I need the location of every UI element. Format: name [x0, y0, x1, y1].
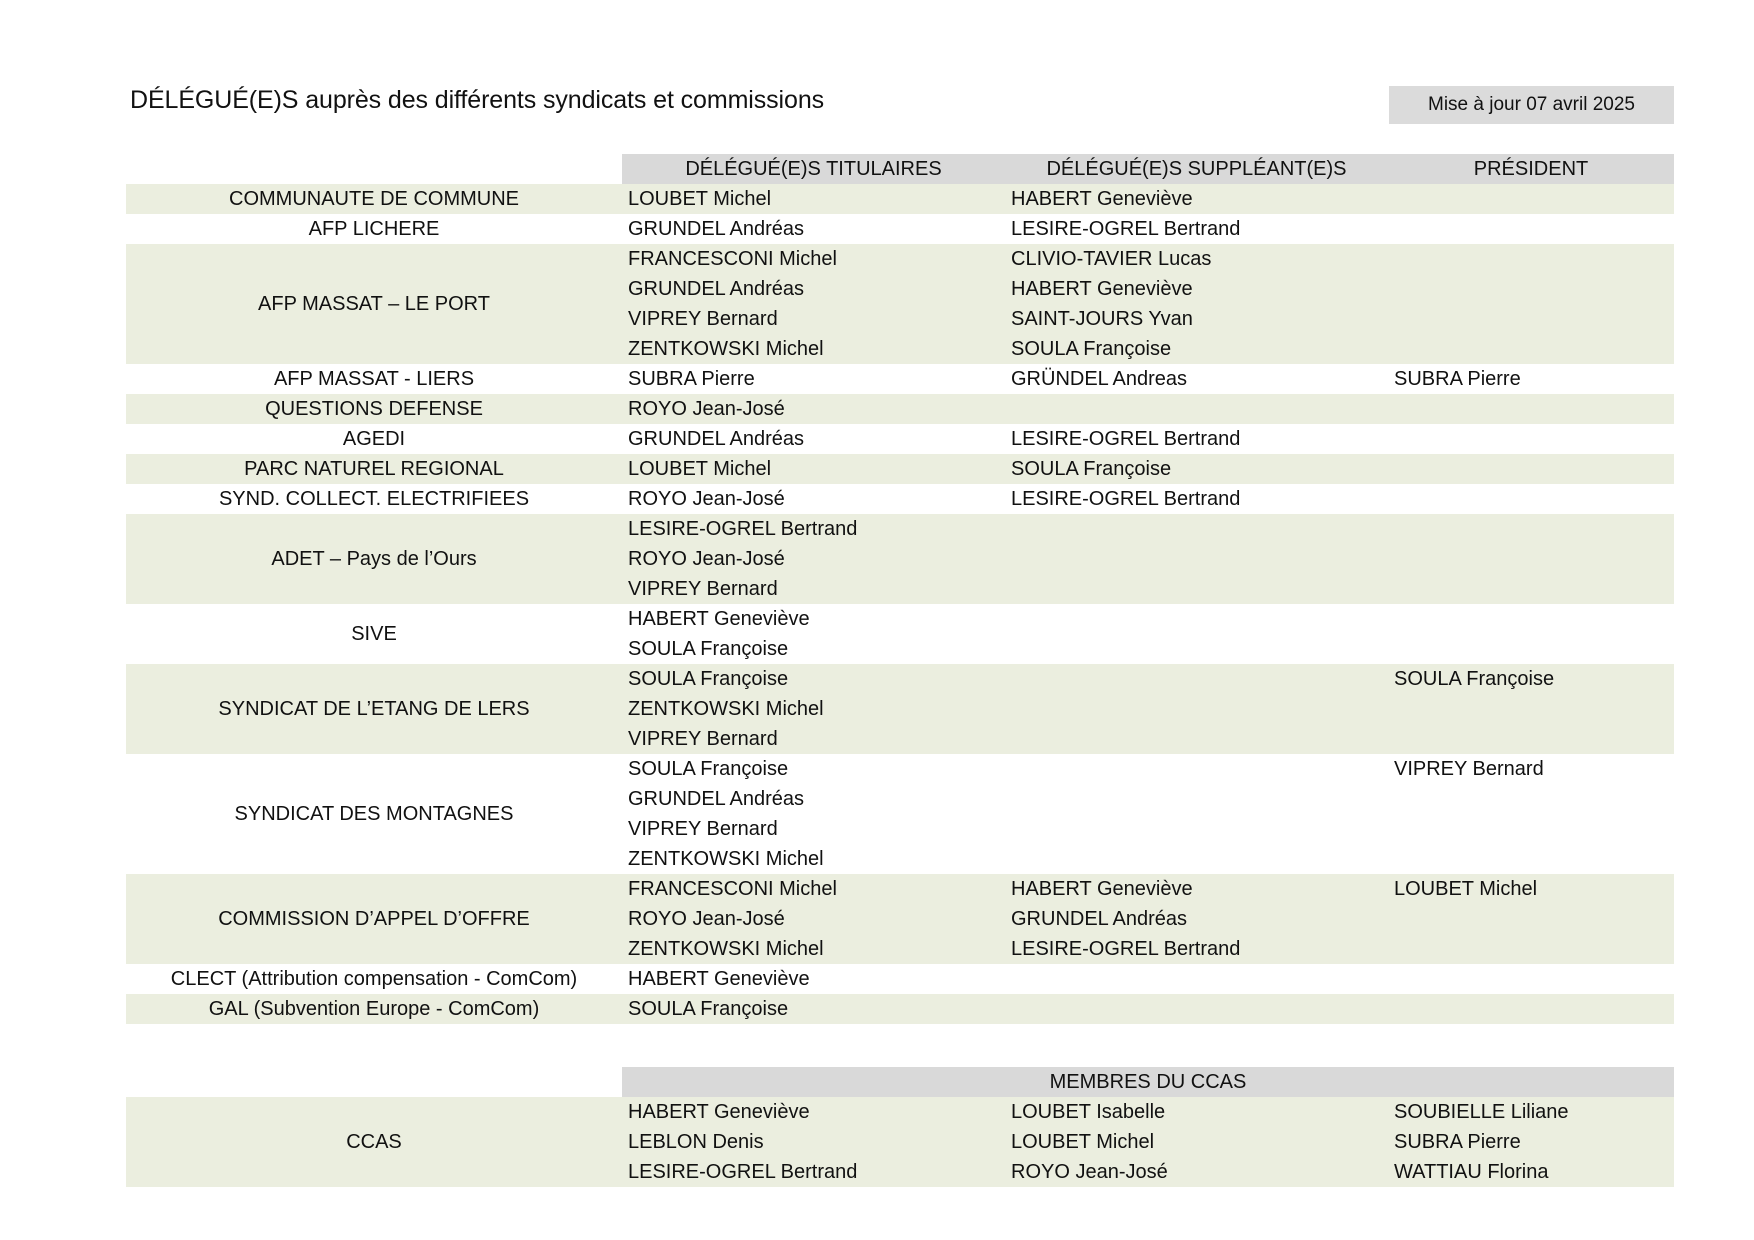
member-name-suppleants — [1005, 784, 1388, 814]
organization-name: ADET – Pays de l’Ours — [126, 514, 622, 604]
member-name-suppleants: LESIRE-OGREL Bertrand — [1005, 214, 1388, 244]
member-name-suppleants — [1005, 994, 1388, 1024]
member-name-titulaires: ZENTKOWSKI Michel — [622, 934, 1005, 964]
organization-name: SIVE — [126, 604, 622, 664]
member-name-titulaires: ZENTKOWSKI Michel — [622, 844, 1005, 874]
member-name-president — [1388, 994, 1674, 1024]
member-name-col3: SUBRA Pierre — [1388, 1127, 1674, 1157]
member-name-titulaires: ROYO Jean-José — [622, 394, 1005, 424]
member-name-suppleants: LESIRE-OGREL Bertrand — [1005, 484, 1388, 514]
member-name-titulaires: GRUNDEL Andréas — [622, 424, 1005, 454]
organization-name: COMMISSION D’APPEL D’OFFRE — [126, 874, 622, 964]
member-name-suppleants — [1005, 724, 1388, 754]
table-row — [126, 484, 1674, 514]
table-row — [126, 994, 1674, 1024]
member-name-titulaires: SOULA Françoise — [622, 664, 1005, 694]
member-name-suppleants — [1005, 844, 1388, 874]
member-name-titulaires: VIPREY Bernard — [622, 814, 1005, 844]
header-president: PRÉSIDENT — [1388, 154, 1674, 184]
table-row — [126, 424, 1674, 454]
member-name-suppleants — [1005, 544, 1388, 574]
member-name-president — [1388, 934, 1674, 964]
member-name-titulaires: ROYO Jean-José — [622, 904, 1005, 934]
update-date-badge: Mise à jour 07 avril 2025 — [1389, 86, 1674, 124]
member-name-president — [1388, 724, 1674, 754]
organization-name: AGEDI — [126, 424, 622, 454]
member-name-suppleants: GRÜNDEL Andreas — [1005, 364, 1388, 394]
member-name-president — [1388, 574, 1674, 604]
table-row — [126, 244, 1674, 274]
table-header-row — [126, 154, 1674, 184]
member-name-suppleants — [1005, 814, 1388, 844]
member-name-titulaires: GRUNDEL Andréas — [622, 784, 1005, 814]
member-name-president — [1388, 334, 1674, 364]
member-name-titulaires: VIPREY Bernard — [622, 574, 1005, 604]
organization-name: QUESTIONS DEFENSE — [126, 394, 622, 424]
member-name-president — [1388, 424, 1674, 454]
member-name-titulaires: VIPREY Bernard — [622, 724, 1005, 754]
member-name-suppleants: HABERT Geneviève — [1005, 184, 1388, 214]
table-row — [126, 664, 1674, 694]
member-name-president — [1388, 394, 1674, 424]
member-name-president — [1388, 544, 1674, 574]
table-row — [126, 184, 1674, 214]
member-name-suppleants — [1005, 964, 1388, 994]
organization-name: COMMUNAUTE DE COMMUNE — [126, 184, 622, 214]
member-name-president: SOULA Françoise — [1388, 664, 1674, 694]
member-name-col3: WATTIAU Florina — [1388, 1157, 1674, 1187]
member-name-suppleants: SOULA Françoise — [1005, 454, 1388, 484]
member-name-col1: LESIRE-OGREL Bertrand — [622, 1157, 1005, 1187]
member-name-president — [1388, 904, 1674, 934]
ccas-header-row — [126, 1067, 1674, 1097]
member-name-titulaires: HABERT Geneviève — [622, 964, 1005, 994]
organization-name: SYND. COLLECT. ELECTRIFIEES — [126, 484, 622, 514]
member-name-president — [1388, 814, 1674, 844]
delegates-table — [126, 154, 1674, 1024]
member-name-titulaires: LESIRE-OGREL Bertrand — [622, 514, 1005, 544]
table-row — [126, 364, 1674, 394]
member-name-titulaires: FRANCESCONI Michel — [622, 874, 1005, 904]
member-name-president — [1388, 454, 1674, 484]
member-name-suppleants — [1005, 574, 1388, 604]
member-name-suppleants — [1005, 694, 1388, 724]
table-row — [126, 514, 1674, 544]
table-row — [126, 394, 1674, 424]
table-row — [126, 214, 1674, 244]
header-titulaires: DÉLÉGUÉ(E)S TITULAIRES — [622, 154, 1005, 184]
member-name-president: VIPREY Bernard — [1388, 754, 1674, 784]
table-row — [126, 754, 1674, 784]
organization-name: CCAS — [126, 1097, 622, 1187]
member-name-president — [1388, 634, 1674, 664]
member-name-suppleants — [1005, 754, 1388, 784]
member-name-titulaires: VIPREY Bernard — [622, 304, 1005, 334]
member-name-president — [1388, 214, 1674, 244]
member-name-president — [1388, 844, 1674, 874]
header-suppleants: DÉLÉGUÉ(E)S SUPPLÉANT(E)S — [1005, 154, 1388, 184]
member-name-col2: LOUBET Isabelle — [1005, 1097, 1388, 1127]
organization-name: PARC NATUREL REGIONAL — [126, 454, 622, 484]
member-name-titulaires: FRANCESCONI Michel — [622, 244, 1005, 274]
member-name-suppleants: SAINT-JOURS Yvan — [1005, 304, 1388, 334]
member-name-suppleants: LESIRE-OGREL Bertrand — [1005, 934, 1388, 964]
table-row — [126, 874, 1674, 904]
member-name-president — [1388, 274, 1674, 304]
member-name-suppleants: GRUNDEL Andréas — [1005, 904, 1388, 934]
member-name-suppleants — [1005, 514, 1388, 544]
organization-name: AFP LICHERE — [126, 214, 622, 244]
member-name-president — [1388, 244, 1674, 274]
member-name-president: SUBRA Pierre — [1388, 364, 1674, 394]
member-name-titulaires: SOULA Françoise — [622, 754, 1005, 784]
member-name-suppleants — [1005, 394, 1388, 424]
member-name-president — [1388, 784, 1674, 814]
member-name-titulaires: ZENTKOWSKI Michel — [622, 694, 1005, 724]
member-name-col3: SOUBIELLE Liliane — [1388, 1097, 1674, 1127]
member-name-suppleants: CLIVIO-TAVIER Lucas — [1005, 244, 1388, 274]
organization-name: AFP MASSAT – LE PORT — [126, 244, 622, 364]
member-name-col2: LOUBET Michel — [1005, 1127, 1388, 1157]
member-name-titulaires: GRUNDEL Andréas — [622, 274, 1005, 304]
member-name-titulaires: ROYO Jean-José — [622, 484, 1005, 514]
table-row — [126, 1097, 1674, 1127]
organization-name: SYNDICAT DES MONTAGNES — [126, 754, 622, 874]
member-name-president — [1388, 514, 1674, 544]
member-name-suppleants — [1005, 604, 1388, 634]
member-name-titulaires: LOUBET Michel — [622, 454, 1005, 484]
member-name-titulaires: ROYO Jean-José — [622, 544, 1005, 574]
organization-name: SYNDICAT DE L’ETANG DE LERS — [126, 664, 622, 754]
member-name-titulaires: SOULA Françoise — [622, 634, 1005, 664]
member-name-president: LOUBET Michel — [1388, 874, 1674, 904]
member-name-president — [1388, 964, 1674, 994]
member-name-president — [1388, 484, 1674, 514]
table-row — [126, 964, 1674, 994]
member-name-col1: HABERT Geneviève — [622, 1097, 1005, 1127]
table-row — [126, 604, 1674, 634]
member-name-suppleants — [1005, 634, 1388, 664]
page-title: DÉLÉGUÉ(E)S auprès des différents syndicats et commissions — [130, 86, 825, 114]
member-name-titulaires: HABERT Geneviève — [622, 604, 1005, 634]
organization-name: CLECT (Attribution compensation - ComCom) — [126, 964, 622, 994]
member-name-suppleants: HABERT Geneviève — [1005, 874, 1388, 904]
organization-name: GAL (Subvention Europe - ComCom) — [126, 994, 622, 1024]
member-name-suppleants: HABERT Geneviève — [1005, 274, 1388, 304]
member-name-col1: LEBLON Denis — [622, 1127, 1005, 1157]
member-name-titulaires: SUBRA Pierre — [622, 364, 1005, 394]
member-name-suppleants — [1005, 664, 1388, 694]
table-row — [126, 454, 1674, 484]
member-name-titulaires: GRUNDEL Andréas — [622, 214, 1005, 244]
member-name-president — [1388, 694, 1674, 724]
member-name-suppleants: SOULA Françoise — [1005, 334, 1388, 364]
member-name-president — [1388, 184, 1674, 214]
member-name-titulaires: ZENTKOWSKI Michel — [622, 334, 1005, 364]
member-name-president — [1388, 604, 1674, 634]
ccas-table — [126, 1067, 1674, 1187]
member-name-titulaires: SOULA Françoise — [622, 994, 1005, 1024]
member-name-president — [1388, 304, 1674, 334]
member-name-col2: ROYO Jean-José — [1005, 1157, 1388, 1187]
organization-name: AFP MASSAT - LIERS — [126, 364, 622, 394]
member-name-suppleants: LESIRE-OGREL Bertrand — [1005, 424, 1388, 454]
header-ccas-members: MEMBRES DU CCAS — [622, 1067, 1674, 1097]
member-name-titulaires: LOUBET Michel — [622, 184, 1005, 214]
